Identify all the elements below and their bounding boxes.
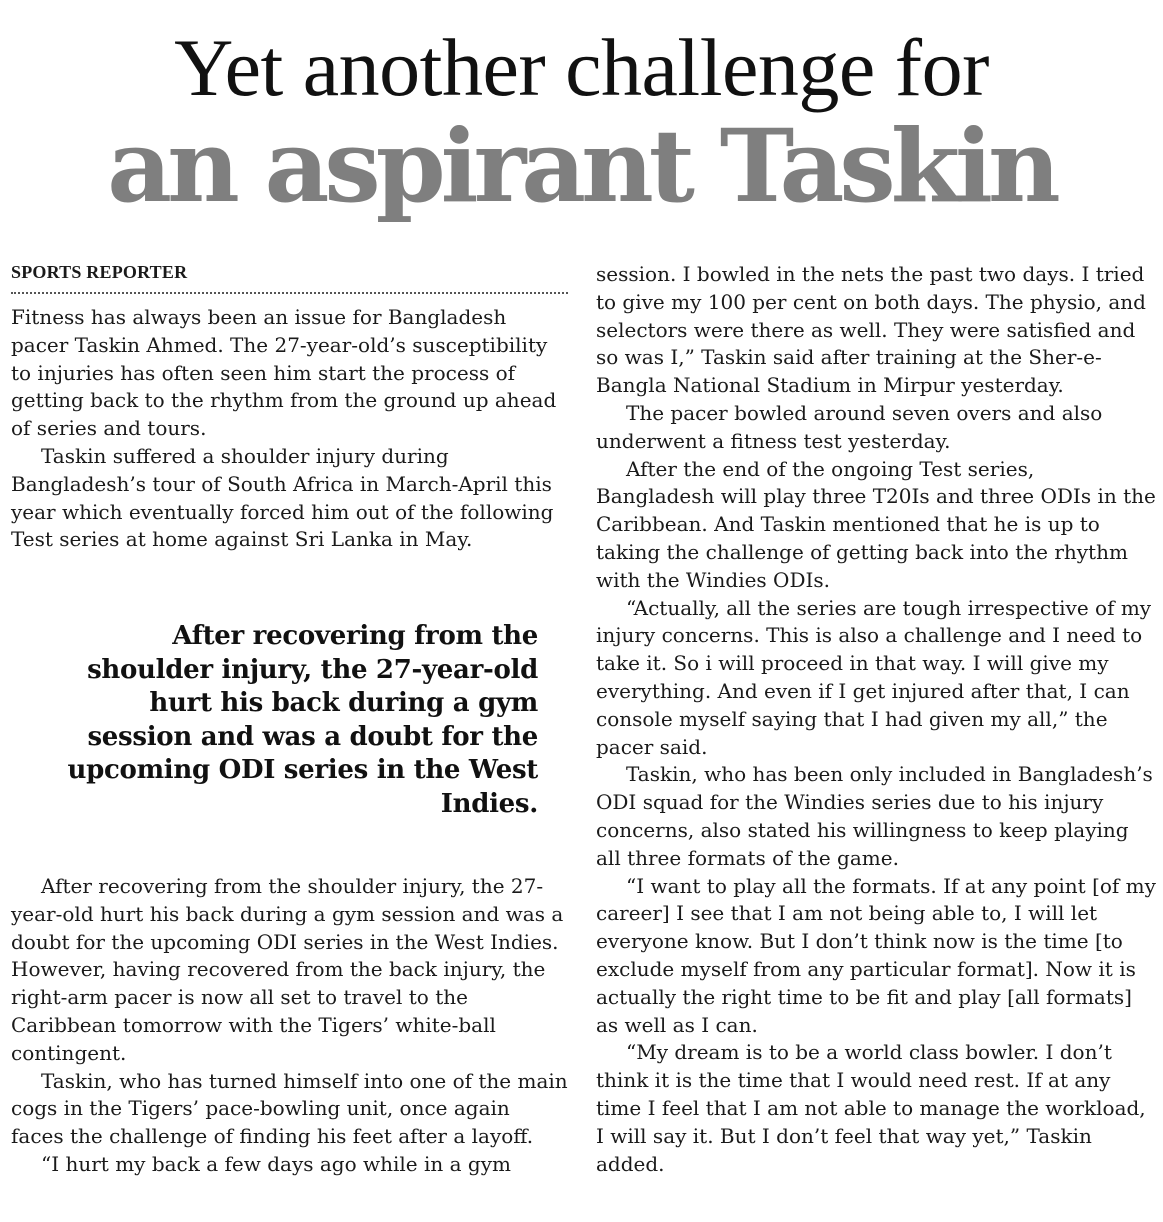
left-column xyxy=(11,258,568,554)
paragraph: Taskin, who has been only included in Bangladesh’s ODI squad for the Windies series due to his injury concerns, also stated his willingness to keep playing all three formats of the game. xyxy=(596,762,1153,870)
pull-quote: After recovering from the shoulder injury, the 27-year-old hurt his back during a gym session and was a doubt for the upcoming ODI series in the West Indies. xyxy=(67,621,538,819)
byline: SPORTS REPORTER xyxy=(11,258,568,294)
headline-line-2: an aspirant Taskin xyxy=(107,107,1056,225)
paragraph: “I want to play all the formats. If at any point [of my career] I see that I am not being able to, I will let everyone know. But I don’t think now is the time [to exclude myself from any particular format]. Now it is actually the right time to be fit and play [all formats] as well as I can. xyxy=(596,873,1156,1037)
left-column-lower xyxy=(11,873,568,1179)
paragraph: After recovering from the shoulder injury, the 27-year-old hurt his back during a gym session and was a doubt for the upcoming ODI series in the West Indies. However, having recovered from the back injury, the right-arm pacer is now all set to travel to the Caribbean tomorrow with the Tigers’ white-ball contingent. xyxy=(11,874,564,1065)
paragraph: “I hurt my back a few days ago while in a gym xyxy=(41,1151,511,1176)
paragraph: “My dream is to be a world class bowler. I don’t think it is the time that I would need rest. If at any time I feel that I am not able to manage the workload, I will say it. But I don’t feel that way yet,” Taskin added. xyxy=(596,1040,1146,1176)
paragraph: “Actually, all the series are tough irrespective of my injury concerns. This is also a challenge and I need to take it. So i will proceed in that way. I will give my everything. And even if I get injured after that, I can console myself saying that I had given my all,” the pacer said. xyxy=(596,595,1152,759)
paragraph: The pacer bowled around seven overs and also underwent a fitness test yesterday. xyxy=(596,400,1103,453)
paragraph: Fitness has always been an issue for Bangladesh pacer Taskin Ahmed. The 27-year-old’s susceptibility to injuries has often seen him start the process of getting back to the rhythm from the ground up ahead of series and tours. xyxy=(11,305,557,441)
right-column xyxy=(596,261,1156,1178)
paragraph: After the end of the ongoing Test series, Bangladesh will play three T20Is and three ODIs in the Caribbean. And Taskin mentioned that he is up to taking the challenge of getting back into the rhythm with the Windies ODIs. xyxy=(596,456,1156,592)
paragraph: Taskin, who has turned himself into one of the main cogs in the Tigers’ pace-bowling unit, once again faces the challenge of finding his feet after a layoff. xyxy=(11,1068,568,1149)
paragraph: session. I bowled in the nets the past two days. I tried to give my 100 per cent on both days. The physio, and selectors were there as well. They were satisfied and so was I,” Taskin said after training at the Sher-e-Bangla National Stadium in Mirpur yesterday. xyxy=(596,262,1146,398)
headline-line-1: Yet another challenge for xyxy=(174,22,989,113)
paragraph: Taskin suffered a shoulder injury during Bangladesh’s tour of South Africa in March-April this year which eventually forced him out of the following Test series at home against Sri Lanka in May. xyxy=(11,443,554,552)
